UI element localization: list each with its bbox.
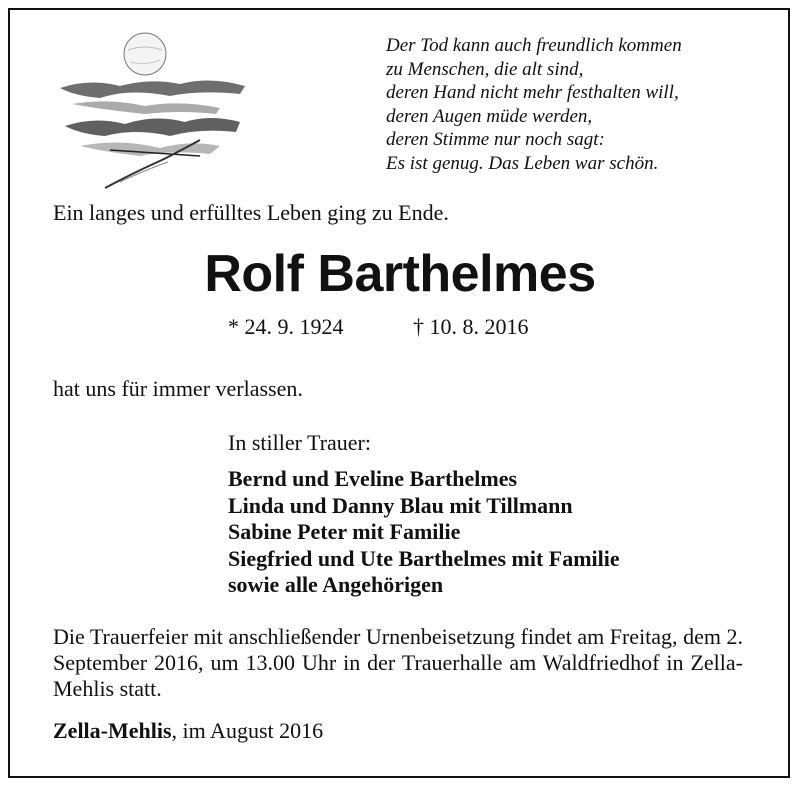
mourner-name: sowie alle Angehörigen: [228, 572, 444, 597]
mourner-name: Bernd und Eveline Barthelmes: [228, 466, 518, 491]
mourner-name: Sabine Peter mit Familie: [228, 519, 461, 544]
poem-line: zu Menschen, die alt sind,: [386, 58, 584, 80]
poem: [386, 34, 682, 175]
poem-line: Es ist genug. Das Leben war schön.: [386, 152, 659, 174]
intro-text: Ein langes und erfülltes Leben ging zu Ende.: [53, 200, 449, 225]
mourner-name: Siegfried und Ute Barthelmes mit Familie: [228, 545, 620, 571]
place-name: Zella-Mehlis: [53, 718, 172, 743]
mourner-name: Linda und Danny Blau mit Tillmann: [228, 492, 573, 518]
place-date-line: [53, 718, 323, 744]
poem-line: Der Tod kann auch freundlich kommen: [386, 35, 682, 56]
departed-text: hat uns für immer verlassen.: [53, 376, 303, 401]
poem-line: deren Augen müde werden,: [386, 105, 593, 127]
birth-date: * 24. 9. 1924: [228, 314, 344, 339]
service-notice: Die Trauerfeier mit anschließender Urnenbeisetzung findet am Freitag, dem 2. September 2016, um 13.00 Uhr in der Trauerhalle am Waldfriedhof in Zella-Mehlis statt.: [53, 624, 743, 701]
poem-line: deren Stimme nur noch sagt:: [386, 129, 605, 150]
mourning-label: In stiller Trauer:: [228, 430, 371, 455]
cloud-band: [60, 80, 245, 98]
date-text: , im August 2016: [171, 718, 324, 743]
poem-line: deren Hand nicht mehr festhalten will,: [386, 82, 679, 103]
deceased-name: Rolf Barthelmes: [204, 245, 596, 303]
death-date: † 10. 8. 2016: [413, 314, 529, 339]
landscape-sun-illustration: [50, 22, 280, 200]
mourners-list: [228, 466, 620, 599]
hill-range: [65, 118, 240, 136]
sun-disc: [124, 33, 166, 75]
